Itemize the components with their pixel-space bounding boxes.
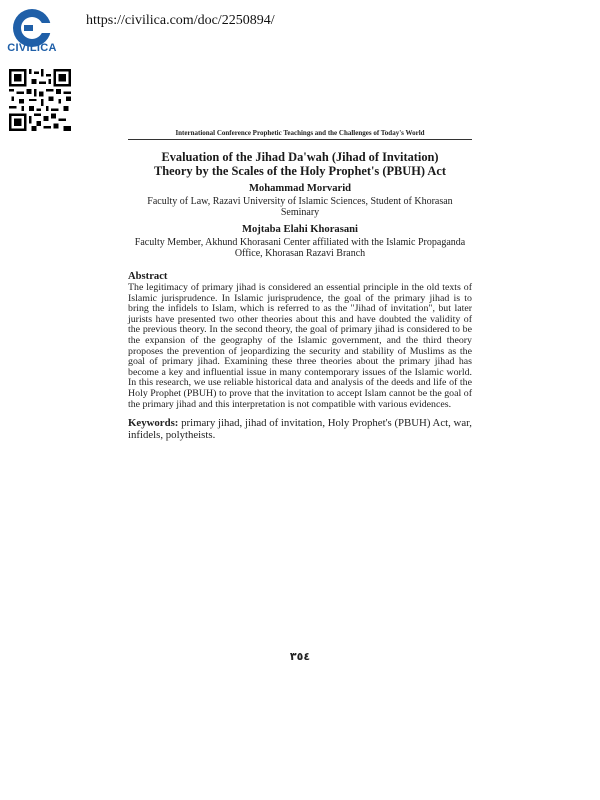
keywords-label: Keywords: bbox=[128, 417, 179, 430]
document-url-link[interactable]: https://civilica.com/doc/2250894/ bbox=[86, 13, 275, 28]
abstract-text: The legitimacy of primary jihad is considered an essential principle in the old texts of Islamic jurisprudence. In Islamic jurisprudence, the goal of the primary jihad is to bring the infidels to Islam, which is referred to as the "Jihad of invitation", but later jurists have presented two other theories about this and have doubted the validity of the previous theory. In the second theory, the goal of primary jihad is considered to be the expansion of the geography of the Islamic government, and the third theory proposes the prevention of jeopardizing the security and stability of Muslims as the goal of primary jihad. Examining these three theories about the primary jihad has become a key and influential issue in many contemporary issues of the Islamic world. In this research, we use reliable historical data and analysis of the deeds and life of the Holy Prophet (PBUH) to prove that the invitation to accept Islam cannot be the goal of the primary jihad and this interpretation is not compatible with various evidences. bbox=[128, 282, 472, 410]
title-line-1: Evaluation of the Jihad Da'wah (Jihad of Invitation) bbox=[161, 150, 439, 164]
author-name-2: Mojtaba Elahi Khorasani bbox=[242, 224, 358, 235]
author-affiliation-1: Faculty of Law, Razavi University of Islamic Sciences, Student of Khorasan Seminary bbox=[147, 196, 453, 218]
title-line-2: Theory by the Scales of the Holy Prophet's (PBUH) Act bbox=[154, 164, 446, 178]
civilica-logo-text: CIVILICA bbox=[7, 42, 57, 54]
paper-title bbox=[128, 150, 472, 178]
abstract-heading: Abstract bbox=[128, 271, 168, 282]
author-affiliation-2: Faculty Member, Akhund Khorasani Center affiliated with the Islamic Propaganda Office, Khorasan Razavi Branch bbox=[134, 237, 466, 259]
qr-code-icon bbox=[9, 69, 71, 131]
running-head: International Conference Prophetic Teachings and the Challenges of Today's World bbox=[128, 129, 472, 140]
keywords bbox=[128, 417, 472, 441]
paper-content bbox=[128, 150, 472, 441]
keywords-text: primary jihad, jihad of invitation, Holy Prophet's (PBUH) Act, war, infidels, polytheists. bbox=[128, 417, 472, 442]
author-name-1: Mohammad Morvarid bbox=[248, 183, 352, 194]
page-number: ٣٥٤ bbox=[289, 650, 311, 663]
